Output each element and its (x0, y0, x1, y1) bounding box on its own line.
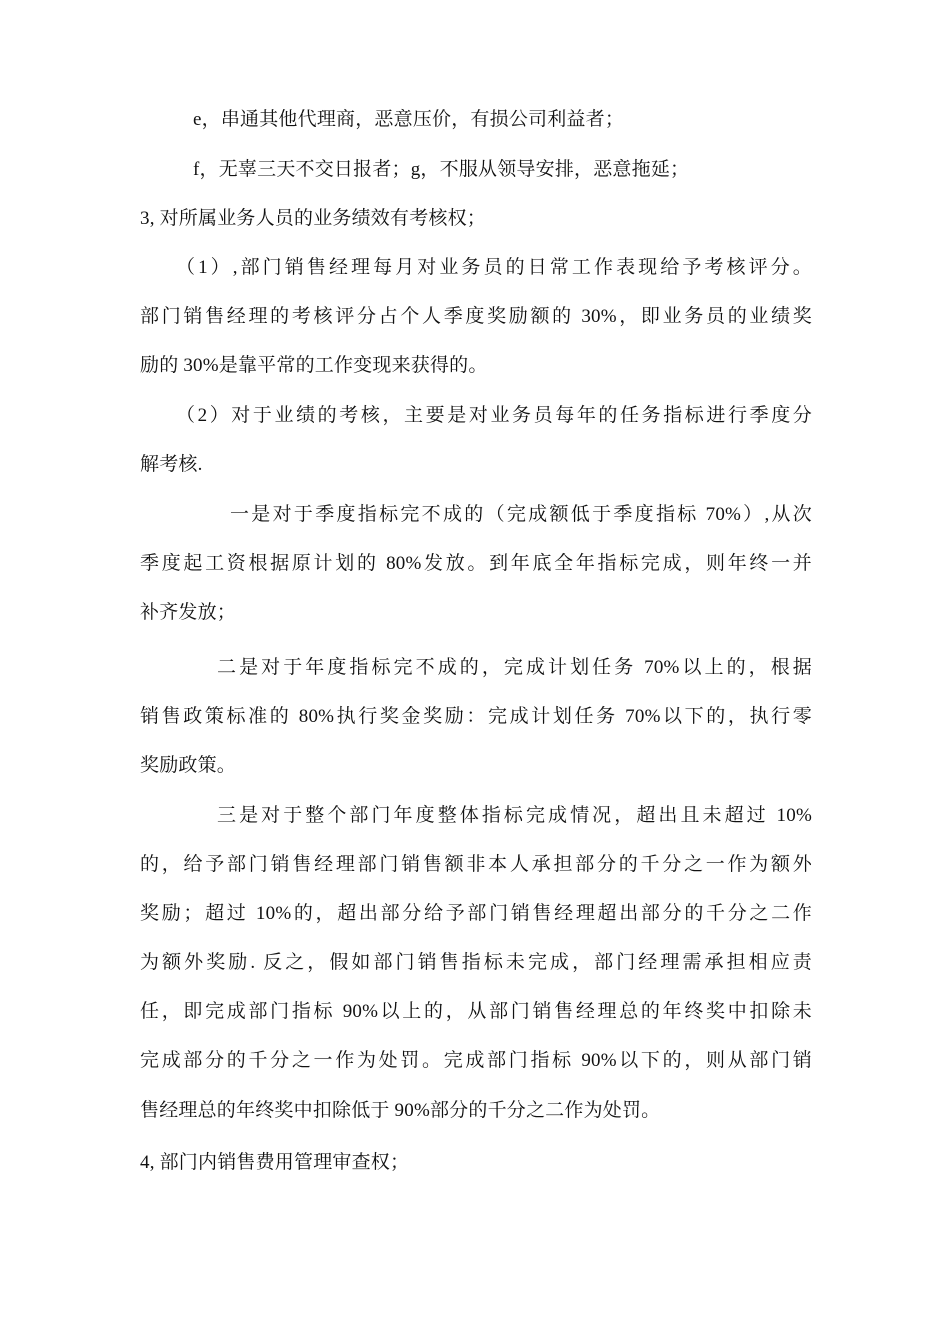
text-line-sub-1-start: （1）,部门销售经理每月对业务员的日常工作表现给予考核评分。 (176, 257, 812, 278)
text-line-point-3-cont-2: 奖励；超过 10%的，超出部分给予部门销售经理超出部分的千分之二作 (140, 903, 812, 924)
text-line-sub-1-end: 励的 30%是靠平常的工作变现来获得的。 (140, 355, 488, 376)
text-line-point-2-start: 二是对于年度指标完不成的，完成计划任务 70%以上的，根据 (217, 657, 812, 678)
text-line-point-2-end: 奖励政策。 (140, 755, 237, 776)
text-line-point-1-cont: 季度起工资根据原计划的 80%发放。到年底全年指标完成，则年终一并 (140, 553, 812, 574)
text-line-point-1-end: 补齐发放； (140, 602, 237, 623)
text-line-item-4: 4, 部门内销售费用管理审查权； (140, 1152, 410, 1173)
text-line-point-3-cont-1: 的，给予部门销售经理部门销售额非本人承担部分的千分之一作为额外 (140, 854, 812, 875)
text-line-point-3-start: 三是对于整个部门年度整体指标完成情况，超出且未超过 10% (217, 805, 812, 826)
text-line-point-1-start: 一是对于季度指标完不成的（完成额低于季度指标 70%）,从次 (230, 504, 812, 525)
text-line-f-g: f，无辜三天不交日报者；g，不服从领导安排，恶意拖延； (193, 159, 690, 180)
text-line-sub-1-cont: 部门销售经理的考核评分占个人季度奖励额的 30%，即业务员的业绩奖 (140, 306, 812, 327)
text-line-point-2-cont: 销售政策标准的 80%执行奖金奖励：完成计划任务 70%以下的，执行零 (140, 706, 812, 727)
text-line-sub-2-start: （2）对于业绩的考核，主要是对业务员每年的任务指标进行季度分 (176, 405, 812, 426)
text-line-point-3-end: 售经理总的年终奖中扣除低于 90%部分的千分之二作为处罚。 (140, 1100, 661, 1121)
text-line-item-3: 3, 对所属业务人员的业务绩效有考核权； (140, 208, 487, 229)
text-line-sub-2-end: 解考核. (140, 454, 203, 475)
text-line-point-3-cont-3: 为额外奖励. 反之，假如部门销售指标未完成，部门经理需承担相应责 (140, 952, 812, 973)
text-line-e: e，串通其他代理商，恶意压价，有损公司利益者； (193, 109, 625, 130)
text-line-point-3-cont-5: 完成部分的千分之一作为处罚。完成部门指标 90%以下的，则从部门销 (140, 1050, 812, 1071)
text-line-point-3-cont-4: 任，即完成部门指标 90%以上的，从部门销售经理总的年终奖中扣除未 (140, 1001, 812, 1022)
